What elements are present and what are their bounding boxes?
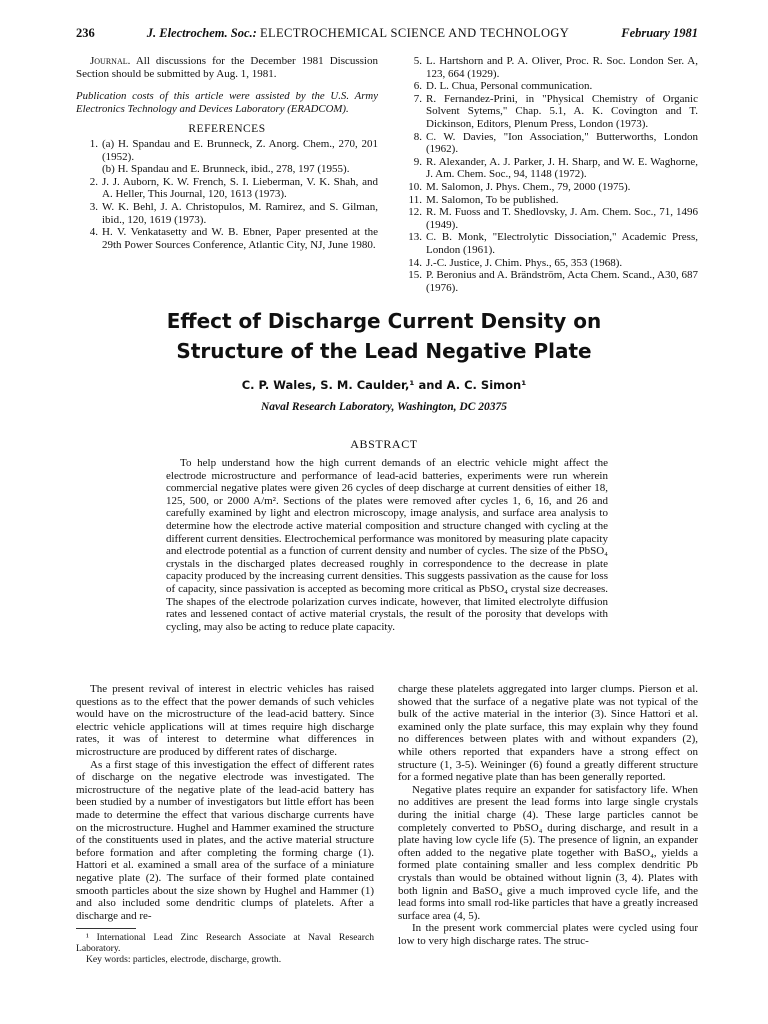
reference-item	[400, 257, 698, 270]
reference-item	[400, 231, 698, 256]
body-paragraph: charge these platelets aggregated into larger clumps. Pierson et al. showed that the surface of a negative plate was not typical of the bulk of the active material in the interior (3). Since Hattori et al. examined only the plate surface, this may explain why they found no differences between plates with and without expanders (2), while others reported that expanders have a strong effect on structure (1, 3-5). Weininger (6) found a greatly different structure for a formed negative plate than has been generally reported.	[398, 683, 698, 784]
references-list-left	[76, 138, 378, 251]
reference-item	[400, 93, 698, 131]
reference-text: M. Salomon, To be published.	[426, 193, 559, 206]
reference-number	[76, 163, 102, 176]
reference-item	[400, 206, 698, 231]
references-list-right	[400, 55, 698, 294]
reference-item	[400, 156, 698, 181]
running-header	[76, 26, 698, 44]
reference-item	[400, 55, 698, 80]
reference-item	[400, 80, 698, 93]
reference-item	[76, 201, 378, 226]
prev-article-left-column	[76, 55, 378, 251]
reference-number: 13.	[408, 231, 422, 244]
article-affiliation: Naval Research Laboratory, Washington, DC 20375	[260, 401, 508, 413]
reference-number: 9.	[413, 155, 422, 168]
reference-text: C. B. Monk, "Electrolytic Dissociation," Academic Press, London (1961).	[426, 231, 698, 256]
reference-number: 3.	[89, 200, 98, 213]
reference-text: R. Fernandez-Prini, in "Physical Chemistry of Organic Solvent Sytems," Chap. 5.1, A. K. Covington and T. Dickinson, Editors, Plenum Press, London (1973).	[426, 92, 698, 130]
reference-number: 4.	[89, 226, 98, 239]
reference-number: 7.	[413, 92, 422, 105]
reference-text: R. M. Fuoss and T. Shedlovsky, J. Am. Chem. Soc., 71, 1496 (1949).	[426, 206, 698, 231]
reference-text: J. J. Auborn, K. W. French, S. I. Lieberman, V. K. Shah, and A. Heller, This Journal, 120, 1613 (1973).	[102, 175, 378, 201]
reference-number: 1.	[89, 137, 98, 150]
body-paragraph: In the present work commercial plates were cycled using four low to very high discharge rates. The struc-	[398, 922, 698, 947]
body-paragraph: As a first stage of this investigation the effect of different rates of discharge on the negative electrode was investigated. The microstructure of the negative plate of the lead-acid battery has been studied by a number of investigators but little effort has been made to determine the effect that various discharge currents have on the microstructure. Hughel and Hammer examined the structure of the constituents used in plates, and the active material structure before formation and after completing the forming charge (1). Hattori et al. examined a small area of the surface of a miniature negative plate (2). The surface of their formed plate contained smooth particles about the size shown by Hughel and Hammer (1) and also included some dendritic clumps of platelets. After a discharge and re-	[76, 758, 374, 922]
body-paragraph: Negative plates require an expander for satisfactory life. When no additives are present the lead forms into large single crystals during the initial charge (4). These large particles cannot be completely converted to PbSO₄ during discharge, and result in a plate having low cycle life (5). The presence of lignin, an expander often added to the negative plate together with BaSO₄, yields a formed plate containing smaller and less complex dendritic Pb crystals than would be obtained without lignin (3, 4). Plates with both lignin and BaSO₄ give a much improved cycle life, and the lead forms into small rod-like particles that have a greatly increased surface area (4, 5).	[398, 783, 698, 922]
reference-text: W. K. Behl, J. A. Christopulos, M. Ramirez, and S. Gilman, ibid., 120, 1619 (1973).	[102, 200, 378, 226]
reference-item	[76, 163, 378, 176]
abstract-text: To help understand how the high current demands of an electric vehicle might affect the electrode microstructure and performance of lead-acid batteries, experiments were run wherein commercial negative plates were given 26 cycles of deep discharge at current densities of either 18, 125, 500, or 2000 A/m². Sections of the plates were removed after cycles 1, 6, 16, and 26 and carefully examined by light and electron microscopy, image analysis, and surface area analysis to determine how the electrode active material composition and structure changed with cycling at the different current densities. Electrochemical performance was monitored by measuring plate capacity and electrode potential as a function of current density and number of cycles. The size of the PbSO₄ crystals in the discharged plates decreased roughly in correspondence to the decrease in plate capacity produced by the increasing current densities. This suggests passivation as the cause for loss of capacity, since passivation is accepted as becoming more critical as PbSO₄ crystal size decreases. The shapes of the electrode polarization curves indicate, however, that limited electrolyte diffusion rates and lessened contact of active material crystals, the result of the porosity that develops with cycling, may also be acting to reduce plate capacity.	[166, 457, 608, 633]
reference-text: M. Salomon, J. Phys. Chem., 79, 2000 (1975).	[426, 180, 631, 193]
body-left-column	[76, 683, 374, 965]
reference-number: 14.	[408, 256, 422, 269]
article-title: Effect of Discharge Current Density on Structure of the Lead Negative Plate	[166, 309, 602, 363]
reference-number: 5.	[413, 55, 422, 67]
prev-article-right-column	[400, 55, 698, 294]
journal-name: J. Electrochem. Soc.: ELECTROCHEMICAL SCIENCE AND TECHNOLOGY	[146, 26, 570, 40]
reference-text: L. Hartshorn and P. A. Oliver, Proc. R. Soc. London Ser. A, 123, 664 (1929).	[426, 55, 698, 80]
reference-text: C. W. Davies, "Ion Association," Butterworths, London (1962).	[426, 130, 698, 156]
reference-number: 8.	[413, 130, 422, 143]
references-title: REFERENCES	[188, 123, 266, 136]
reference-number: 15.	[408, 269, 422, 282]
article-authors: C. P. Wales, S. M. Caulder,¹ and A. C. Simon¹	[241, 378, 527, 392]
body-right-column	[398, 683, 698, 947]
page-number: 236	[76, 26, 95, 40]
reference-item	[76, 176, 378, 201]
reference-item	[76, 138, 378, 163]
reference-text: D. L. Chua, Personal communication.	[426, 80, 593, 93]
reference-text: J.-C. Justice, J. Chim. Phys., 65, 353 (1968).	[426, 256, 623, 269]
footnote: ¹ International Lead Zinc Research Associate at Naval Research Laboratory.	[76, 932, 374, 955]
publication-costs-note: Publication costs of this article were assisted by the U.S. Army Electronics Technology and Devices Laboratory (ERADCOM).	[76, 90, 378, 115]
footnote-divider	[76, 928, 136, 929]
reference-text: (b) H. Spandau and E. Brunneck, ibid., 278, 197 (1955).	[102, 163, 350, 176]
reference-text: H. V. Venkatasetty and W. B. Ebner, Paper presented at the 29th Power Sources Conference, Atlantic City, NJ, June 1980.	[102, 226, 378, 251]
reference-text: (a) H. Spandau and E. Brunneck, Z. Anorg. Chem., 270, 201 (1952).	[102, 137, 378, 163]
issue-date: February 1981	[621, 26, 698, 40]
reference-number: 12.	[408, 206, 422, 219]
reference-number: 10.	[408, 180, 422, 193]
discussion-note: Journal. All discussions for the December 1981 Discussion Section should be submitted by Aug. 1, 1981.	[76, 55, 378, 80]
reference-number: 11.	[408, 193, 422, 206]
reference-item	[400, 194, 698, 207]
reference-item	[400, 181, 698, 194]
abstract-heading: ABSTRACT	[350, 437, 418, 451]
reference-number: 6.	[413, 80, 422, 93]
reference-text: R. Alexander, A. J. Parker, J. H. Sharp, and W. E. Waghorne, J. Am. Chem. Soc., 94, 1148 (1972).	[426, 155, 698, 181]
reference-number: 2.	[89, 175, 98, 188]
body-paragraph: The present revival of interest in electric vehicles has raised questions as to the effect that the power demands of such vehicles would have on the microstructure of the lead-acid battery. Since electric vehicle applications will at times require high discharge rates, it was of interest to determine what differences in microstructure are produced by different rates of discharge.	[76, 683, 374, 758]
reference-item	[400, 269, 698, 294]
reference-item	[400, 131, 698, 156]
keywords: Key words: particles, electrode, discharge, growth.	[86, 954, 282, 966]
reference-text: P. Beronius and A. Brändström, Acta Chem. Scand., A30, 687 (1976).	[426, 269, 698, 294]
reference-item	[76, 226, 378, 251]
